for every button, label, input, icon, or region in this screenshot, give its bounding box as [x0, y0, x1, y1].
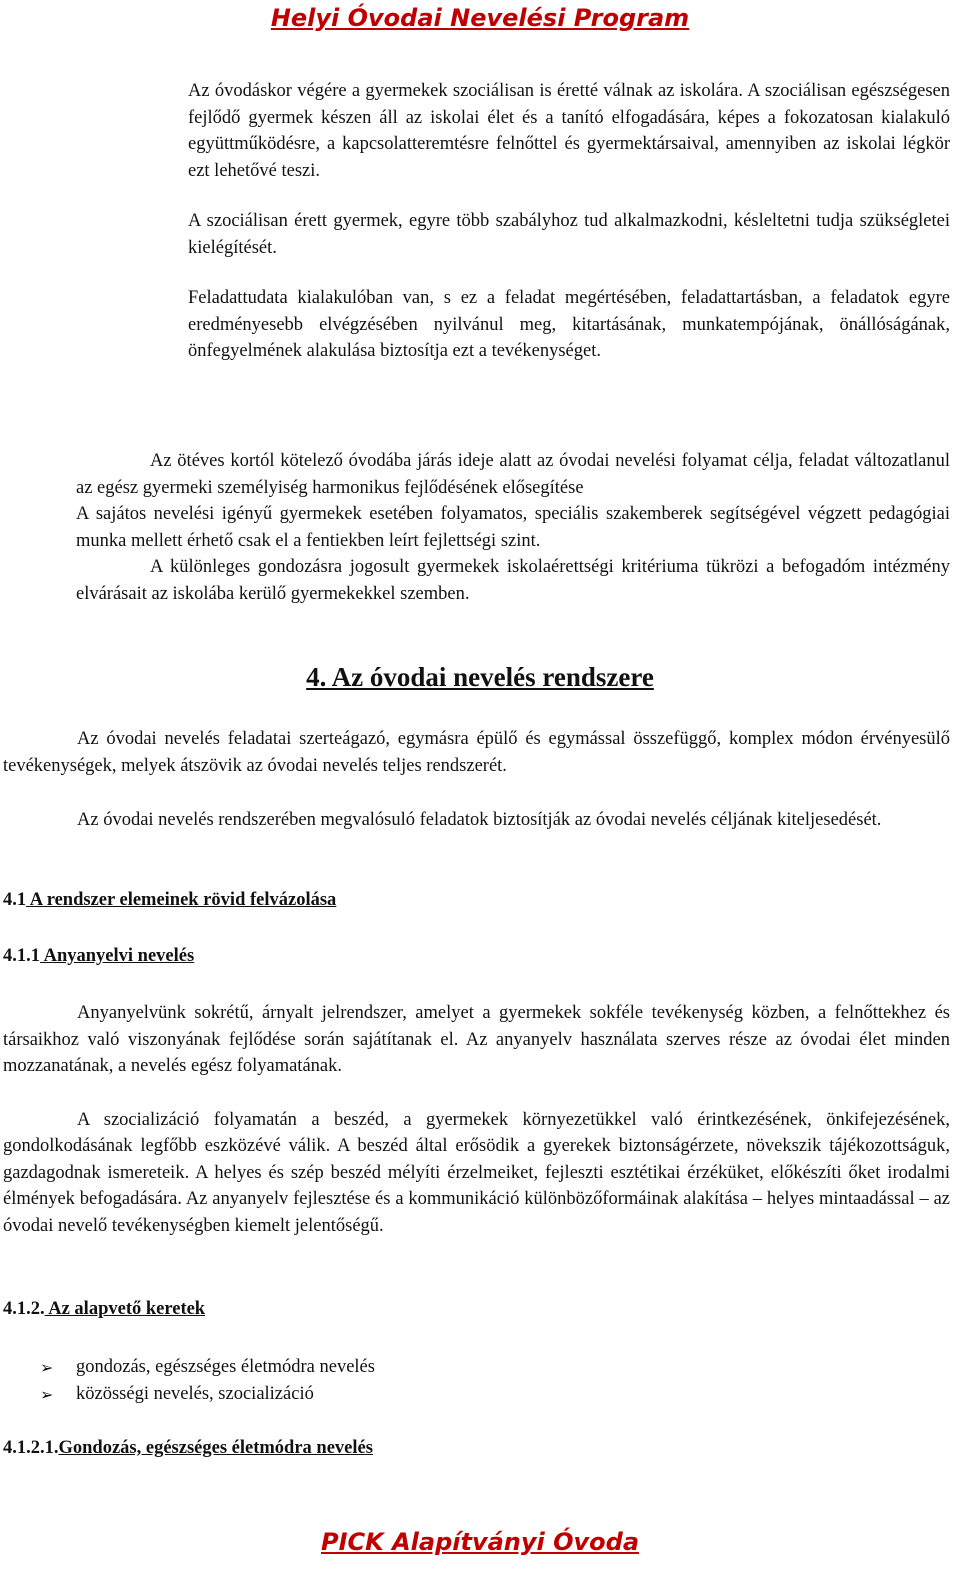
heading-4-1-1-number: 4.1.1	[3, 946, 40, 966]
heading-4-1-number: 4.1	[3, 890, 27, 910]
section-4-1-1-paragraph-1: Anyanyelvünk sokrétű, árnyalt jelrendszer, amelyet a gyermekek sokféle tevékenység közben, a felnőttekhez és társaikhoz való viszonyának fejlődése során sajátítanak el. Az anyanyelv használata szerves része az óvodai élet minden mozzanatának, a nevelés egész folyamatának.	[3, 1003, 950, 1076]
intro-section	[188, 78, 950, 365]
section-4-1-1-paragraph-2: A szocializáció folyamatán a beszéd, a gyermekek környezetükkel való érintkezésének, önkifejezésének, gondolkodásának legfőbb eszközévé válik. A beszéd által erősödik a gyerekek biztonságérzete, növekszik tájékozottságuk, gazdagodnak ismereteik. A helyes és szép beszéd mélyíti érzelmeiket, fejleszti esztétikai érzéküket, előkészíti őket irodalmi élmények befogadására. Az anyanyelv fejlesztése és a kommunikáció különbözőformáinak alakítása – helyes mintaadással – az óvodai nevelő tevékenységben kiemelt jelentőségű.	[3, 1109, 950, 1236]
heading-4-1	[3, 890, 336, 911]
basic-frames-list	[40, 1354, 375, 1408]
list-item	[40, 1354, 375, 1381]
intro-paragraph-1: Az óvodáskor végére a gyermekek szociálisan is éretté válnak az iskolára. A szociálisan egészségesen fejlődő gyermek készen áll az iskolai élet és a tanító elfogadására, képes a fokozatosan kialakuló együttműködésre, a kapcsolatteremtésre felnőttel és gyermektársaival, amennyiben az iskolai légkör ezt lehetővé teszi.	[188, 81, 950, 181]
section-4-1-1-body	[3, 1000, 950, 1239]
list-item-text: gondozás, egészséges életmódra nevelés	[76, 1357, 375, 1377]
heading-4-1-2-1-label: Gondozás, egészséges életmódra nevelés	[58, 1438, 373, 1458]
heading-4-1-1	[3, 946, 194, 967]
summary-line-2: A sajátos nevelési igényű gyermekek esetében folyamatos, speciális szakemberek segítségével végzett pedagógiai munka mellett érhető csak el a fentiekben leírt fejlettségi szint.	[76, 504, 950, 551]
summary-line-3: A különleges gondozásra jogosult gyermekek iskolaérettségi kritériuma tükrözi a befogadóm intézmény elvárásait az iskolába kerülő gyermekekkel szemben.	[76, 557, 950, 604]
heading-4-1-2-1-number: 4.1.2.1.	[3, 1438, 59, 1458]
summary-line-1: Az ötéves kortól kötelező óvodába járás ideje alatt az óvodai nevelési folyamat célja, feladat változatlanul az egész gyermeki személyiség harmonikus fejlődésének elősegítése	[76, 451, 950, 498]
page-footer: PICK Alapítványi Óvoda	[320, 1528, 640, 1556]
section-4-paragraph-1: Az óvodai nevelés feladatai szerteágazó, egymásra épülő és egymással összefüggő, komplex módon érvényesülő tevékenységek, melyek átszövik az óvodai nevelés teljes rendszerét.	[3, 729, 950, 776]
page-header: Helyi Óvodai Nevelési Program	[270, 4, 690, 32]
summary-section	[76, 448, 950, 607]
heading-4-1-2-label: Az alapvető keretek	[44, 1299, 206, 1319]
heading-4-1-2	[3, 1299, 205, 1320]
heading-4-1-2-number: 4.1.2.	[3, 1299, 45, 1319]
section-4-body	[3, 726, 950, 834]
section-4-paragraph-2: Az óvodai nevelés rendszerében megvalósuló feladatok biztosítják az óvodai nevelés céljának kiteljesedését.	[77, 810, 882, 830]
section-title: 4. Az óvodai nevelés rendszere	[306, 662, 654, 692]
arrow-bullet-icon: ➢	[40, 1358, 54, 1377]
heading-4-1-1-label: Anyanyelvi nevelés	[40, 946, 195, 966]
list-item-text: közösségi nevelés, szocializáció	[76, 1384, 314, 1404]
heading-4-1-2-1	[3, 1438, 373, 1459]
arrow-bullet-icon: ➢	[40, 1385, 54, 1404]
heading-4-1-label: A rendszer elemeinek rövid felvázolása	[26, 890, 337, 910]
list-item	[40, 1381, 375, 1408]
intro-paragraph-2: A szociálisan érett gyermek, egyre több szabályhoz tud alkalmazkodni, késleltetni tudja szükségletei kielégítését.	[188, 211, 950, 258]
intro-paragraph-3: Feladattudata kialakulóban van, s ez a feladat megértésében, feladattartásban, a feladatok egyre eredményesebb elvégzésében nyilvánul meg, kitartásának, munkatempójának, önállóságának, önfegyelmének alakulása biztosítja ezt a tevékenységet.	[188, 288, 950, 361]
